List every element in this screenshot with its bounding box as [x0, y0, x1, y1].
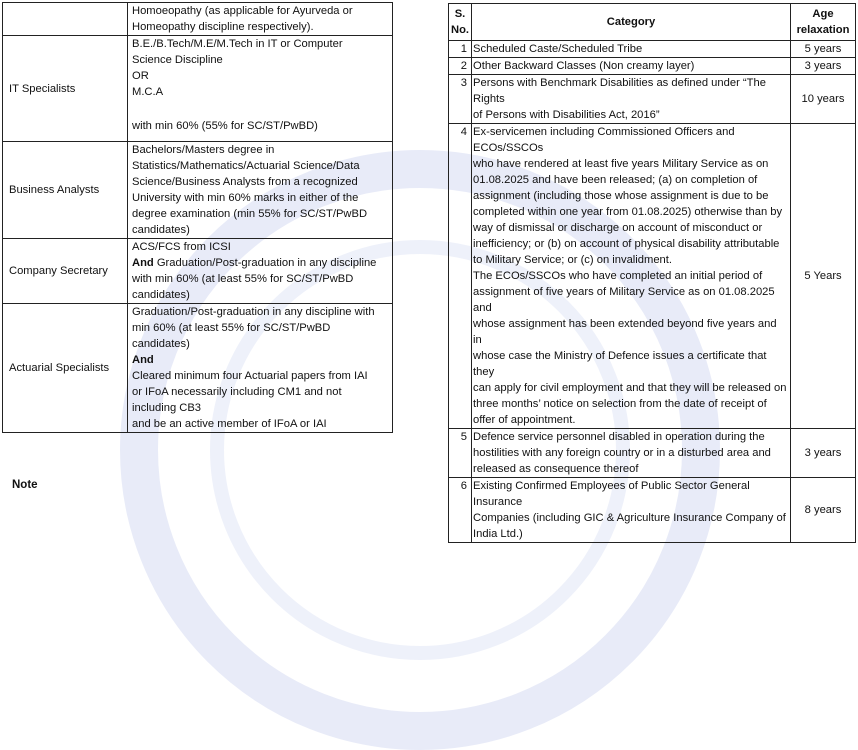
age-cell: 10 years: [791, 75, 856, 124]
table-row: [449, 478, 856, 543]
category-line: whose case the Ministry of Defence issues a certificate that they: [473, 350, 767, 378]
qualification-line: OR: [132, 70, 149, 82]
table-row: [3, 239, 393, 304]
table-row: [3, 142, 393, 239]
category-line: to Military Service; or (c) on invalidment.: [473, 254, 672, 266]
qualification-line: [132, 255, 389, 271]
sno-cell: 4: [449, 124, 472, 429]
qualification-line: min 60% (at least 55% for SC/ST/PwBD: [132, 322, 331, 334]
category-cell: [472, 478, 791, 543]
sno-cell: 5: [449, 429, 472, 478]
category-line: can apply for civil employment and that they will be released on: [473, 382, 787, 394]
and-label: And: [132, 354, 154, 366]
category-line: India Ltd.): [473, 528, 523, 540]
qualification-line: University with min 60% marks in either of the: [132, 192, 359, 204]
table-row: [449, 75, 856, 124]
age-cell: 8 years: [791, 478, 856, 543]
table-row: [3, 304, 393, 433]
table-row: [449, 41, 856, 58]
qualification-line: candidates): [132, 338, 190, 350]
qualification-line: candidates): [132, 289, 190, 301]
category-line: way of dismissal or discharge on account of misconduct or: [473, 222, 763, 234]
qualification-line: or IFoA necessarily including CM1 and not: [132, 386, 342, 398]
category-header: Category: [472, 4, 791, 41]
post-cell: Company Secretary: [3, 239, 128, 304]
qualification-line: [132, 352, 389, 368]
post-cell: [3, 3, 128, 36]
category-line: 01.08.2025 and have been released; (a) on completion of: [473, 174, 758, 186]
qualification-line: with min 60% (at least 55% for SC/ST/PwBD: [132, 273, 354, 285]
qualification-line: degree examination (min 55% for SC/ST/PwBD: [132, 208, 368, 220]
category-line: The ECOs/SSCOs who have completed an initial period of: [473, 270, 763, 282]
category-line: of Persons with Disabilities Act, 2016”: [473, 109, 660, 121]
category-line: Defence service personnel disabled in operation during the: [473, 431, 765, 443]
post-cell: Actuarial Specialists: [3, 304, 128, 433]
post-cell: Business Analysts: [3, 142, 128, 239]
qualification-line: Cleared minimum four Actuarial papers from IAI: [132, 370, 368, 382]
category-line: Persons with Benchmark Disabilities as defined under “The Rights: [473, 77, 766, 105]
category-line: Other Backward Classes (Non creamy layer): [473, 60, 695, 72]
age-cell: 5 years: [791, 41, 856, 58]
category-line: Scheduled Caste/Scheduled Tribe: [473, 43, 643, 55]
qualification-line: with min 60% (55% for SC/ST/PwBD): [132, 120, 318, 132]
qualification-line: Homoeopathy (as applicable for Ayurveda or: [132, 5, 353, 17]
qualification-line: ACS/FCS from ICSI: [132, 241, 231, 253]
sno-cell: 6: [449, 478, 472, 543]
sno-header: S. No.: [449, 4, 472, 41]
age-relaxation-table: [448, 3, 856, 543]
sno-cell: 1: [449, 41, 472, 58]
table-row: [449, 124, 856, 429]
category-cell: [472, 124, 791, 429]
qualifications-table: [2, 2, 393, 433]
qualification-line: and be an active member of IFoA or IAI: [132, 418, 327, 430]
table-header-row: [449, 4, 856, 41]
qualification-line: B.E./B.Tech/M.E/M.Tech in IT or Computer: [132, 38, 343, 50]
note-heading: Note: [12, 479, 38, 491]
category-line: completed within one year from 01.08.2025) otherwise than by: [473, 206, 783, 218]
table-row: [3, 3, 393, 36]
category-line: inefficiency; or (b) on account of physical disability attributable: [473, 238, 780, 250]
sno-cell: 2: [449, 58, 472, 75]
category-line: hostilities with any foreign country or in a disturbed area and: [473, 447, 771, 459]
table-row: [3, 36, 393, 142]
category-line: assignment of five years of Military Service as on 01.08.2025 and: [473, 286, 775, 314]
category-line: Ex-servicemen including Commissioned Officers and ECOs/SSCOs: [473, 126, 735, 154]
qualification-cell: [128, 3, 393, 36]
qualification-line: including CB3: [132, 402, 202, 414]
qualification-cell: [128, 239, 393, 304]
qualification-line: M.C.A: [132, 86, 164, 98]
category-cell: [472, 429, 791, 478]
qualification-line: Statistics/Mathematics/Actuarial Science/Data: [132, 160, 360, 172]
category-line: who have rendered at least five years Military Service as on: [473, 158, 769, 170]
qualification-line: Homeopathy discipline respectively).: [132, 21, 314, 33]
category-line: Companies (including GIC & Agriculture Insurance Company of: [473, 512, 786, 524]
qualification-line: Graduation/Post-graduation in any discipline with: [132, 306, 375, 318]
qualification-cell: [128, 304, 393, 433]
qualification-line: Science/Business Analysts from a recognized: [132, 176, 358, 188]
table-row: [449, 429, 856, 478]
qualification-line: Science Discipline: [132, 54, 223, 66]
category-line: released as consequence thereof: [473, 463, 639, 475]
category-cell: [472, 75, 791, 124]
category-line: three months’ notice on selection from the date of receipt of: [473, 398, 767, 410]
and-label: And: [132, 257, 154, 269]
qualification-line: Bachelors/Masters degree in: [132, 144, 275, 156]
age-cell: 3 years: [791, 429, 856, 478]
category-cell: [472, 41, 791, 58]
category-line: offer of appointment.: [473, 414, 576, 426]
qualification-line: candidates): [132, 224, 190, 236]
table-row: [449, 58, 856, 75]
category-line: whose assignment has been extended beyond five years and in: [473, 318, 777, 346]
age-cell: 5 Years: [791, 124, 856, 429]
qualification-text: Graduation/Post-graduation in any discipline: [153, 257, 377, 269]
sno-cell: 3: [449, 75, 472, 124]
post-cell: IT Specialists: [3, 36, 128, 142]
age-header: Age relaxation: [791, 4, 856, 41]
category-line: assignment (including those whose assignment is due to be: [473, 190, 769, 202]
age-cell: 3 years: [791, 58, 856, 75]
qualification-cell: [128, 142, 393, 239]
qualification-cell: [128, 36, 393, 142]
category-line: Existing Confirmed Employees of Public Sector General Insurance: [473, 480, 750, 508]
category-cell: [472, 58, 791, 75]
